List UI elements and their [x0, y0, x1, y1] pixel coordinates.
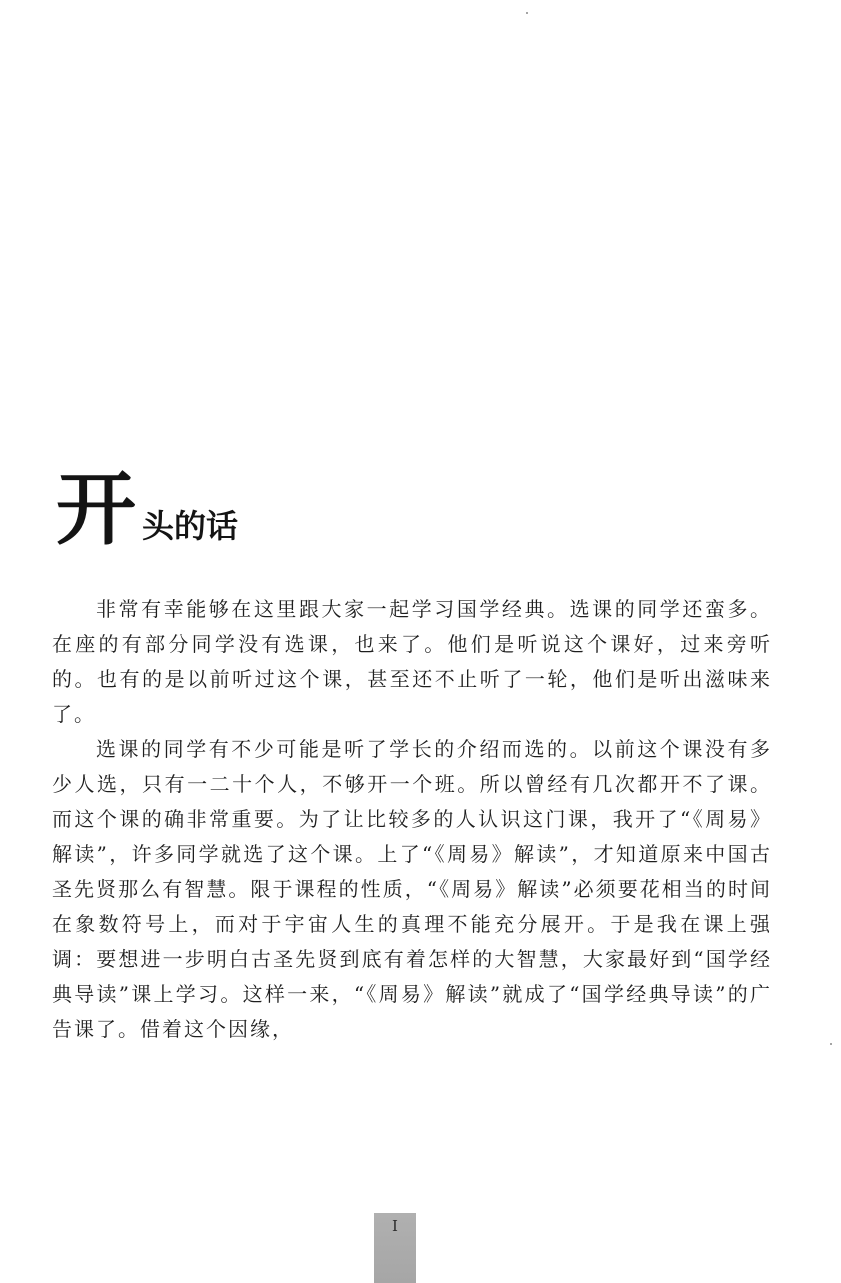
page-number: I: [392, 1217, 398, 1235]
paragraph-2: 选课的同学有不少可能是听了学长的介绍而选的。以前这个课没有多少人选，只有一二十个人，不够开一个班。所以曾经有几次都开不了课。而这个课的确非常重要。为了让比较多的人认识这门课，我开了“《周易》解读”，许多同学就选了这个课。上了“《周易》解读”，才知道原来中国古圣先贤那么有智慧。限于课程的性质，“《周易》解读”必须要花相当的时间在象数符号上，而对于宇宙人生的真理不能充分展开。于是我在课上强调：要想进一步明白古圣先贤到底有着怎样的大智慧，大家最好到“国学经典导读”课上学习。这样一来，“《周易》解读”就成了“国学经典导读”的广告课了。借着这个因缘，: [52, 737, 772, 1041]
scan-speck: [526, 12, 528, 14]
chapter-heading: [56, 463, 239, 556]
scan-speck: [830, 1043, 832, 1045]
paragraph-1: 非常有幸能够在这里跟大家一起学习国学经典。选课的同学还蛮多。在座的有部分同学没有选课，也来了。他们是听说这个课好，过来旁听的。也有的是以前听过这个课，甚至还不止听了一轮，他们是听出滋味来了。: [52, 597, 772, 726]
body-text: [52, 592, 772, 1047]
heading-initial-char: 开: [56, 463, 136, 556]
heading-rest-text: 头的话: [142, 507, 239, 545]
page-number-tab: [374, 1213, 416, 1283]
